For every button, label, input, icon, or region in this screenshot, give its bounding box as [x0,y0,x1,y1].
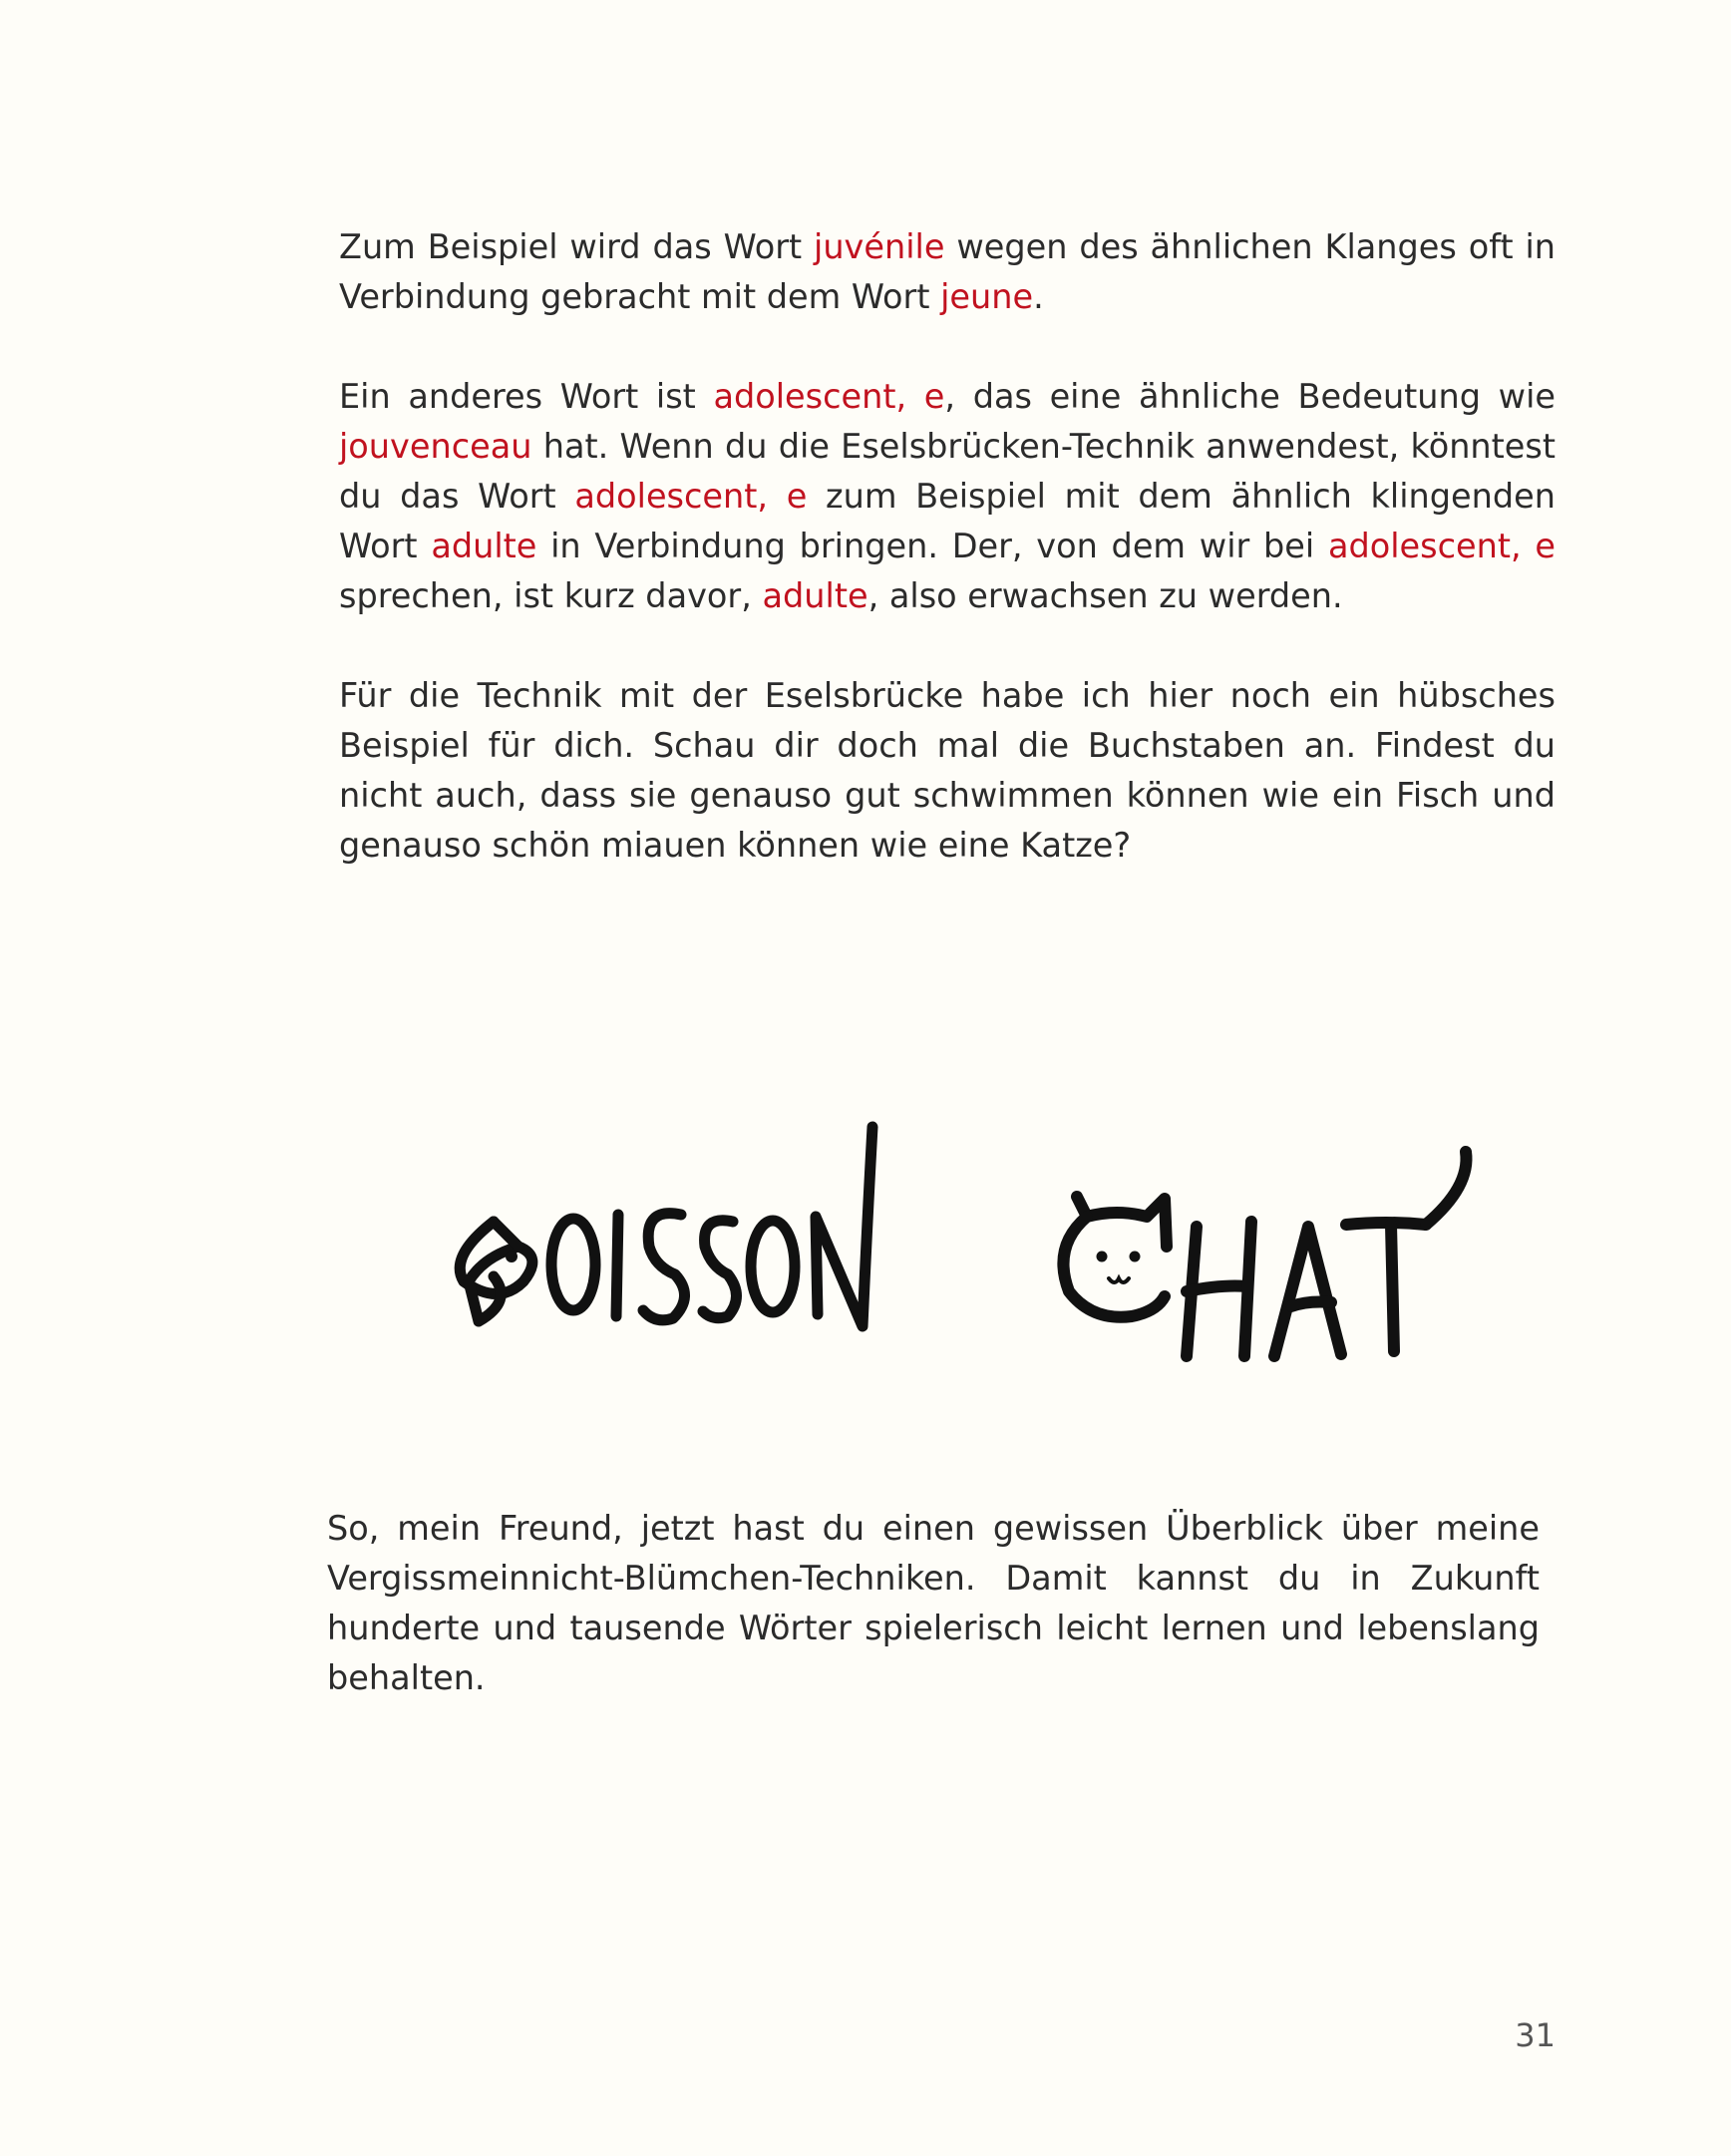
paragraph-text: sprechen, ist kurz davor, [339,576,763,615]
highlight-word: jouvenceau [339,427,532,466]
paragraph-text: wegen des ähnlichen Klanges oft in Verbindung gebracht mit dem Wort [339,227,1556,316]
paragraph-text: hat. Wenn du die Eselsbrücken-Technik anwendest, könntest du das Wort [339,427,1556,516]
paragraph-adolescent [339,372,1556,621]
highlight-word: adolescent, e [713,377,945,416]
highlight-word: juvénile [814,227,945,266]
paragraph-text: Ein anderes Wort ist [339,377,714,416]
highlight-word: jeune [940,277,1034,316]
paragraph-text: , also erwachsen zu werden. [867,576,1343,615]
highlight-word: adulte [762,576,868,615]
paragraph-eselsbruecke-example: Für die Technik mit der Eselsbrücke habe ich hier noch ein hübsches Beispiel für dich. Schau dir doch mal die Buchstaben an. Findest du nicht auch, dass sie genauso gut schwimmen können wie ein Fisch und genauso schön miauen können wie eine Katze? [339,676,1556,865]
paragraph-conclusion: So, mein Freund, jetzt hast du einen gewissen Überblick über meine Vergissmeinnicht-Blümchen-Techniken. Damit kannst du in Zukunft hunderte und tausende Wörter spielerisch leicht lernen und lebenslang behalten. [327,1509,1540,1697]
paragraph-text: zum Beispiel mit dem ähnlich klingenden Wort [339,477,1556,565]
paragraph-text: in Verbindung bringen. Der, von dem wir bei [536,527,1328,565]
highlight-word: adulte [431,527,537,565]
highlight-word: adolescent, e [574,477,808,516]
paragraph-text: . [1033,277,1044,316]
page-number: 31 [1515,2016,1556,2054]
fish-letter-icon [424,1107,892,1376]
paragraph-juvenile [339,222,1556,322]
paragraph-text: , das eine ähnliche Bedeutung wie [944,377,1556,416]
paragraph-text: Zum Beispiel wird das Wort [339,227,815,266]
chat-illustration [1047,1117,1476,1386]
poisson-illustration [424,1107,892,1376]
cat-letter-icon [1047,1117,1476,1386]
highlight-word: adolescent, e [1327,527,1557,565]
